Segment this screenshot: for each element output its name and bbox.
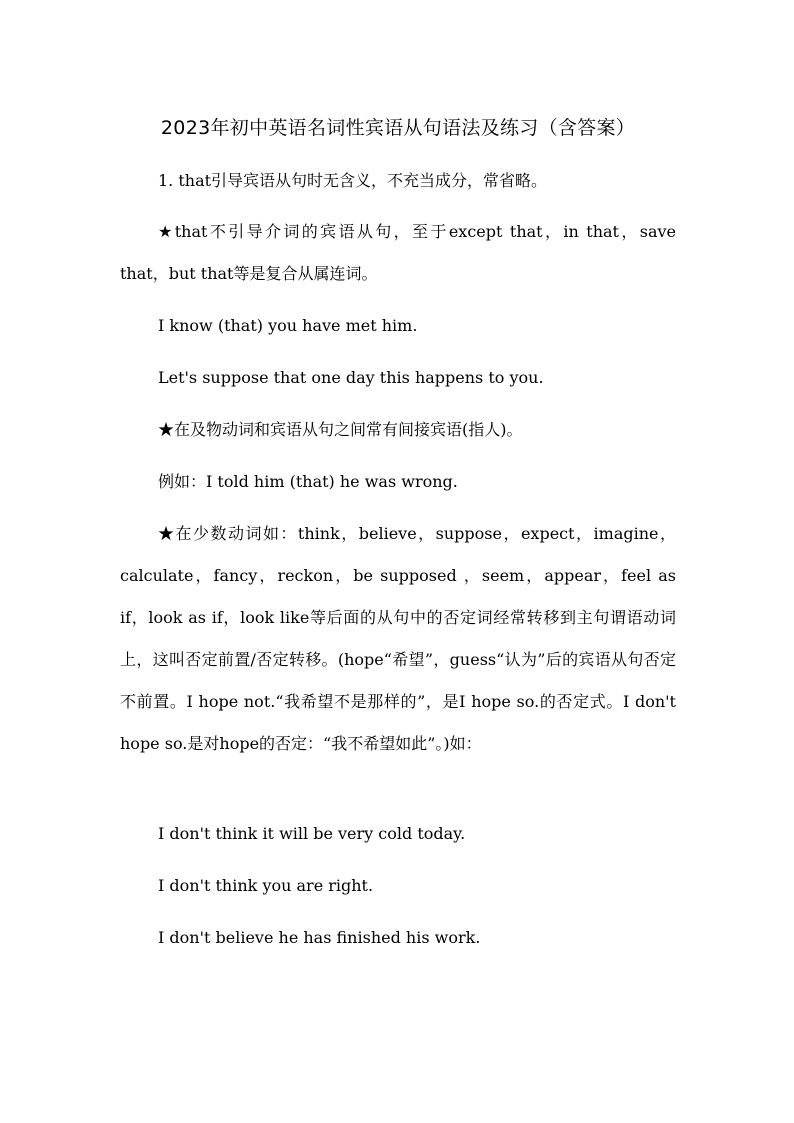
example-sentence: I don't believe he has finished his work.: [158, 928, 481, 947]
example-sentence: I don't think it will be very cold today.: [158, 824, 466, 843]
example-sentence: I know (that) you have met him.: [158, 316, 418, 335]
paragraph-that-conjunctions: ★that不引导介词的宾语从句，至于except that，in that，save that，but that等是复合从属连词。: [120, 222, 676, 283]
example-sentence: I don't think you are right.: [158, 876, 374, 895]
paragraph-that-usage: 1. that引导宾语从句时无含义，不充当成分，常省略。: [158, 171, 548, 190]
example-sentence: 例如：I told him (that) he was wrong.: [158, 472, 458, 491]
example-sentence: Let's suppose that one day this happens to you.: [158, 368, 544, 387]
document-title: 2023年初中英语名词性宾语从句语法及练习（含答案）: [160, 117, 636, 139]
paragraph-indirect-object: ★在及物动词和宾语从句之间常有间接宾语(指人)。: [158, 420, 523, 439]
paragraph-negative-transfer: ★在少数动词如：think，believe，suppose，expect，imagine，calculate，fancy，reckon，be supposed ，seem，appear，feel as if，look as if，look like等后面的从句中的否定词经常转移到主句谓语动词上，这叫否定前置/否定转移。(hope“希望”，guess“认为”后的宾语从句否定不前置。I hope not.“我希望不是那样的”，是I hope so.的否定式。I don't hope so.是对hope的否定：“我不希望如此”。)如：: [120, 524, 676, 753]
